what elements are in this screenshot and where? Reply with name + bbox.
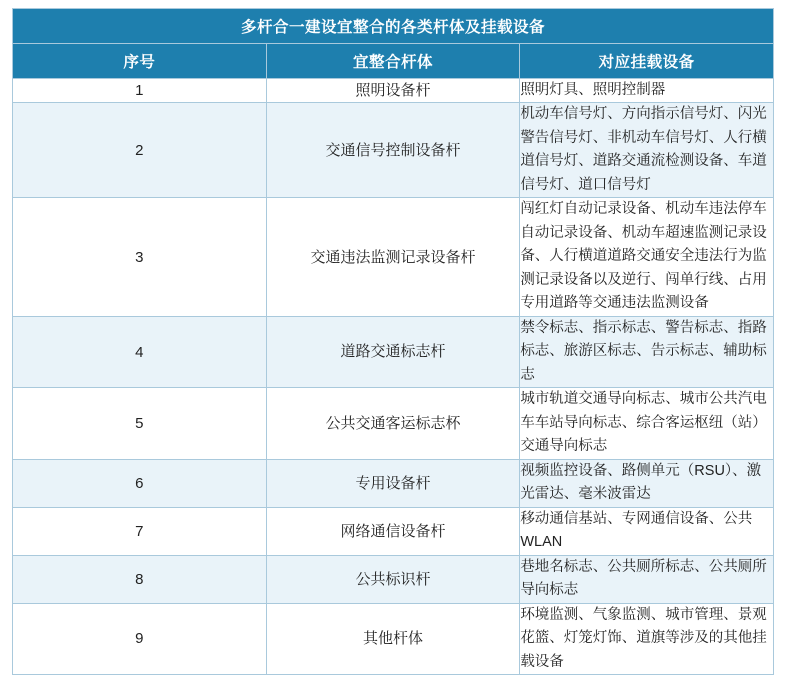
row-pole: 其他杆体	[266, 603, 520, 674]
row-equipment: 照明灯具、照明控制器	[520, 79, 774, 103]
row-index: 4	[13, 316, 267, 387]
row-pole: 公共标识杆	[266, 555, 520, 603]
row-pole: 道路交通标志杆	[266, 316, 520, 387]
column-header-pole: 宜整合杆体	[266, 44, 520, 79]
row-pole: 专用设备杆	[266, 459, 520, 507]
table-row	[13, 603, 774, 674]
row-equipment: 移动通信基站、专网通信设备、公共 WLAN	[520, 507, 774, 555]
table-header-row	[13, 44, 774, 79]
column-header-equipment: 对应挂载设备	[520, 44, 774, 79]
row-index: 9	[13, 603, 267, 674]
row-index: 7	[13, 507, 267, 555]
row-equipment: 闯红灯自动记录设备、机动车违法停车自动记录设备、机动车超速监测记录设备、人行横道道路交通安全违法行为监测记录设备以及逆行、闯单行线、占用专用道路等交通违法监测设备	[520, 198, 774, 316]
row-index: 2	[13, 103, 267, 198]
row-pole: 交通信号控制设备杆	[266, 103, 520, 198]
row-pole: 照明设备杆	[266, 79, 520, 103]
row-pole: 网络通信设备杆	[266, 507, 520, 555]
table-row	[13, 316, 774, 387]
table-title-row	[13, 9, 774, 44]
column-header-index: 序号	[13, 44, 267, 79]
row-index: 3	[13, 198, 267, 316]
pole-integration-table	[12, 8, 774, 675]
row-equipment: 视频监控设备、路侧单元（RSU）、激光雷达、毫米波雷达	[520, 459, 774, 507]
row-index: 8	[13, 555, 267, 603]
row-index: 1	[13, 79, 267, 103]
row-pole: 公共交通客运标志杯	[266, 388, 520, 459]
row-index: 5	[13, 388, 267, 459]
row-equipment: 城市轨道交通导向标志、城市公共汽电车车站导向标志、综合客运枢纽（站）交通导向标志	[520, 388, 774, 459]
table-row	[13, 555, 774, 603]
row-pole: 交通违法监测记录设备杆	[266, 198, 520, 316]
table-row	[13, 507, 774, 555]
table-row	[13, 103, 774, 198]
row-equipment: 机动车信号灯、方向指示信号灯、闪光警告信号灯、非机动车信号灯、人行横道信号灯、道路交通流检测设备、车道信号灯、道口信号灯	[520, 103, 774, 198]
row-equipment: 禁令标志、指示标志、警告标志、指路标志、旅游区标志、告示标志、辅助标志	[520, 316, 774, 387]
row-equipment: 巷地名标志、公共厕所标志、公共厕所导向标志	[520, 555, 774, 603]
table-row	[13, 79, 774, 103]
table-row	[13, 198, 774, 316]
row-equipment: 环境监测、气象监测、城市管理、景观花篮、灯笼灯饰、道旗等涉及的其他挂载设备	[520, 603, 774, 674]
row-index: 6	[13, 459, 267, 507]
table-title: 多杆合一建设宜整合的各类杆体及挂载设备	[13, 9, 774, 44]
table-row	[13, 388, 774, 459]
table-row	[13, 459, 774, 507]
